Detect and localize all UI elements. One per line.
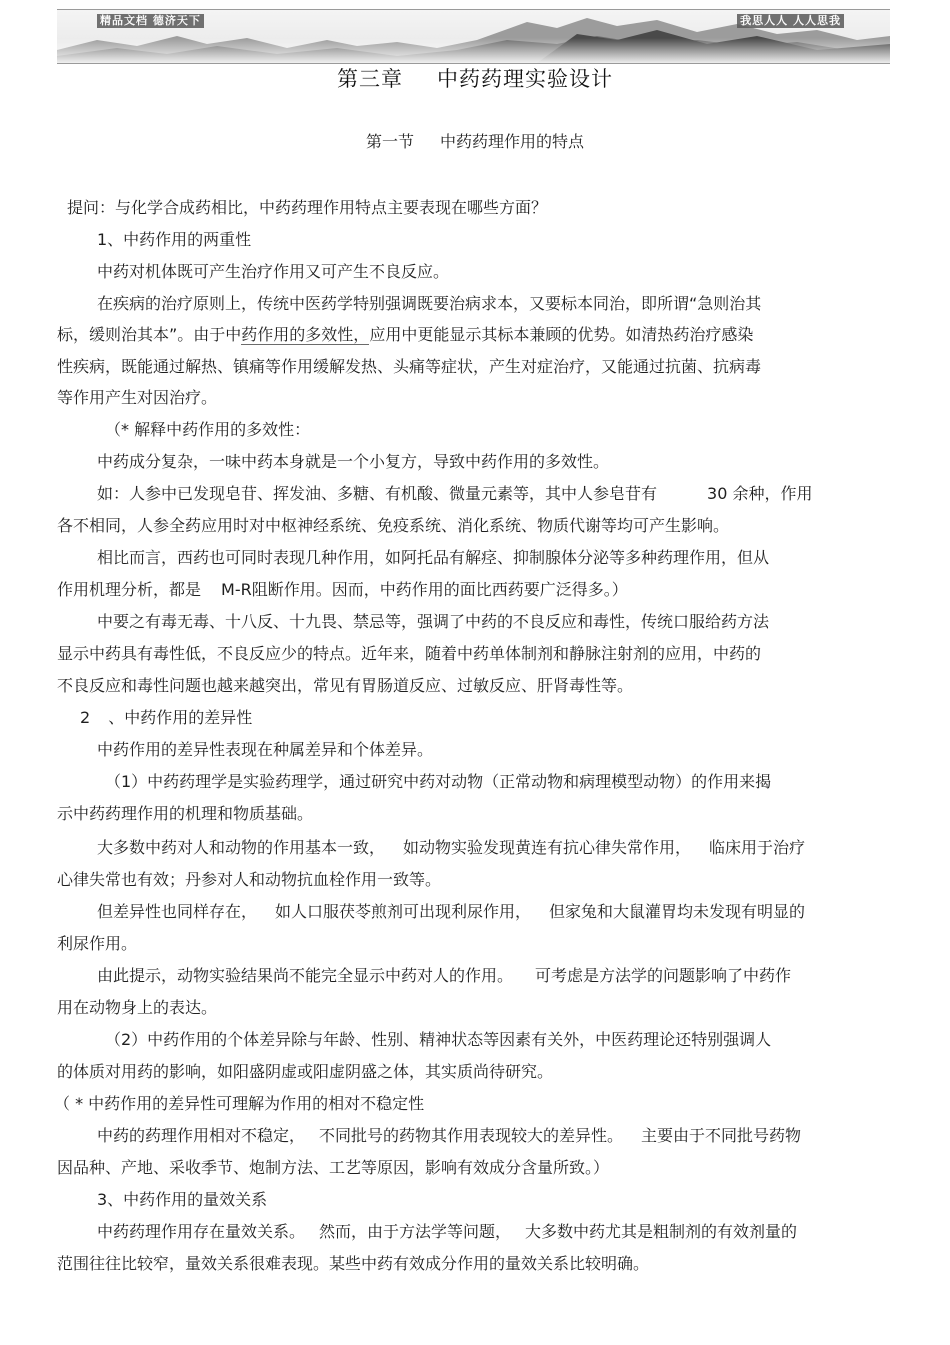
paragraph-line — [57, 996, 217, 1020]
text-run: 相比而言，西药也可同时表现几种作用，如阿托品有解痉、抑制腺体分泌等多种药理作用，但从 — [97, 548, 770, 567]
section-title — [0, 129, 950, 155]
text-run: 中药作用的差异性表现在种属差异和个体差异。 — [97, 740, 434, 759]
paragraph-line — [57, 868, 441, 892]
paragraph-line — [57, 578, 628, 602]
text-run: 的体质对用药的影响，如阳盛阴虚或阳虚阴盛之体，其实质尚待研究。 — [57, 1062, 554, 1081]
banner-slogan-right: 我思人人 人人思我 — [737, 14, 844, 28]
text-run: 大多数中药尤其是粗制剂的有效剂量的 — [525, 1222, 798, 1241]
text-run: 主要由于不同批号药物 — [641, 1126, 802, 1145]
heading-dose-effect — [97, 1188, 267, 1212]
text-run: 用在动物身上的表达。 — [57, 998, 218, 1017]
section-name: 中药药理作用的特点 — [440, 132, 585, 151]
text-run: 示中药药理作用的机理和物质基础。 — [57, 804, 314, 823]
paragraph-line — [57, 674, 633, 698]
banner-slogan-left: 精品文档 德济天下 — [97, 14, 204, 28]
text-run: 应用中更能显示其标本兼顾的优势。如清热药治疗感染 — [369, 325, 754, 344]
text-run: 大多数中药对人和动物的作用基本一致， — [97, 838, 386, 857]
paragraph-line — [57, 642, 761, 666]
text-run: 然而，由于方法学等问题， — [319, 1222, 512, 1241]
text-run: 等作用产生对因治疗。 — [57, 388, 218, 407]
text-run: （2）中药作用的个体差异除与年龄、性别、精神状态等因素有关外，中医药理论还特别强调人 — [105, 1030, 772, 1049]
paragraph-line — [105, 770, 771, 794]
text-run: 中药成分复杂，一味中药本身就是一个小复方，导致中药作用的多效性。 — [97, 452, 610, 471]
text-run: 中要之有毒无毒、十八反、十九畏、禁忌等，强调了中药的不良反应和毒性，传统口服给药方法 — [97, 612, 770, 631]
paragraph-line — [97, 450, 609, 474]
text-run: 在疾病的治疗原则上，传统中医药学特别强调既要治病求本，又要标本同治，即所谓“急则治其 — [97, 294, 762, 313]
text-run: 2 — [80, 708, 91, 727]
paragraph-line — [97, 610, 769, 634]
paragraph-line — [57, 1252, 649, 1276]
paragraph-line — [57, 386, 217, 410]
text-run: 提问：与化学合成药相比，中药药理作用特点主要表现在哪些方面？ — [67, 198, 548, 217]
text-run: （* 解释中药作用的多效性： — [105, 420, 311, 439]
underlined-text: 药作用的多效性， — [241, 325, 370, 344]
text-run: （1）中药药理学是实验药理学，通过研究中药对动物（正常动物和病理模型动物）的作用来揭 — [105, 772, 772, 791]
text-run: 不良反应和毒性问题也越来越突出，常见有胃肠道反应、过敏反应、肝肾毒性等。 — [57, 676, 634, 695]
text-run: 如：人参中已发现皂苷、挥发油、多糖、有机酸、微量元素等，其中人参皂苷有 — [97, 484, 658, 503]
text-run: 1、中药作用的两重性 — [97, 230, 252, 249]
heading-difference — [80, 706, 252, 730]
text-run: 但家兔和大鼠灌胃均未发现有明显的 — [549, 902, 806, 921]
text-run: 但差异性也同样存在， — [97, 902, 258, 921]
section-number: 第一节 — [365, 132, 414, 151]
paragraph-line — [57, 1156, 609, 1180]
note-line — [54, 1092, 424, 1116]
paragraph-line — [57, 1060, 553, 1084]
question-line — [67, 196, 547, 220]
text-run: 不同批号的药物其作用表现较大的差异性。 — [319, 1126, 624, 1145]
text-run: 心律失常也有效；丹参对人和动物抗血栓作用一致等。 — [57, 870, 442, 889]
paragraph-line — [57, 932, 137, 956]
note-line — [105, 418, 310, 442]
text-run: 可考虑是方法学的问题影响了中药作 — [535, 966, 792, 985]
paragraph-line — [97, 1124, 801, 1148]
heading-duality — [97, 228, 251, 252]
text-run: 范围往往比较窄，量效关系很难表现。某些中药有效成分作用的量效关系比较明确。 — [57, 1254, 650, 1273]
text-run: 作用机理分析，都是 — [57, 580, 202, 599]
chapter-title — [0, 64, 950, 94]
text-run: 标，缓则治其本”。由于中 — [57, 325, 242, 344]
paragraph-line — [57, 514, 729, 538]
text-run: 各不相同，人参全药应用时对中枢神经系统、免疫系统、消化系统、物质代谢等均可产生影响。 — [57, 516, 730, 535]
text-run: 中药对机体既可产生治疗作用又可产生不良反应。 — [97, 262, 450, 281]
chapter-number: 第三章 — [337, 67, 403, 91]
paragraph-line — [105, 1028, 771, 1052]
text-run: M-R阻断作用。因而，中药作用的面比西药要广泛得多。） — [221, 580, 628, 599]
paragraph-line — [57, 355, 761, 379]
text-run: 性疾病，既能通过解热、镇痛等作用缓解发热、头痛等症状，产生对症治疗，又能通过抗菌、抗病毒 — [57, 357, 762, 376]
text-run: （ * 中药作用的差异性可理解为作用的相对不稳定性 — [54, 1094, 425, 1113]
text-run: 30 余种，作用 — [707, 484, 813, 503]
paragraph-line — [97, 546, 769, 570]
paragraph-line — [57, 802, 313, 826]
paragraph-line — [57, 323, 753, 347]
text-run: 、中药作用的差异性 — [108, 708, 253, 727]
text-run: 由此提示，动物实验结果尚不能完全显示中药对人的作用。 — [97, 966, 514, 985]
text-run: 如动物实验发现黄连有抗心律失常作用， — [403, 838, 692, 857]
text-run: 中药的药理作用相对不稳定， — [97, 1126, 306, 1145]
text-run: 中药药理作用存在量效关系。 — [97, 1222, 306, 1241]
text-run: 临床用于治疗 — [709, 838, 806, 857]
text-run: 显示中药具有毒性低，不良反应少的特点。近年来，随着中药单体制剂和静脉注射剂的应用，中药的 — [57, 644, 762, 663]
paragraph-line — [97, 738, 433, 762]
paragraph-line — [97, 260, 449, 284]
paragraph-line — [97, 1220, 797, 1244]
text-run: 利尿作用。 — [57, 934, 138, 953]
paragraph-line — [97, 836, 805, 860]
chapter-name: 中药药理实验设计 — [437, 67, 613, 91]
header-banner — [57, 9, 890, 64]
paragraph-line — [97, 482, 812, 506]
text-run: 因品种、产地、采收季节、炮制方法、工艺等原因，影响有效成分含量所致。） — [57, 1158, 610, 1177]
text-run: 3、中药作用的量效关系 — [97, 1190, 268, 1209]
paragraph-line — [97, 900, 805, 924]
paragraph-line — [97, 964, 791, 988]
paragraph-line — [97, 292, 761, 316]
text-run: 如人口服茯苓煎剂可出现利尿作用， — [275, 902, 532, 921]
